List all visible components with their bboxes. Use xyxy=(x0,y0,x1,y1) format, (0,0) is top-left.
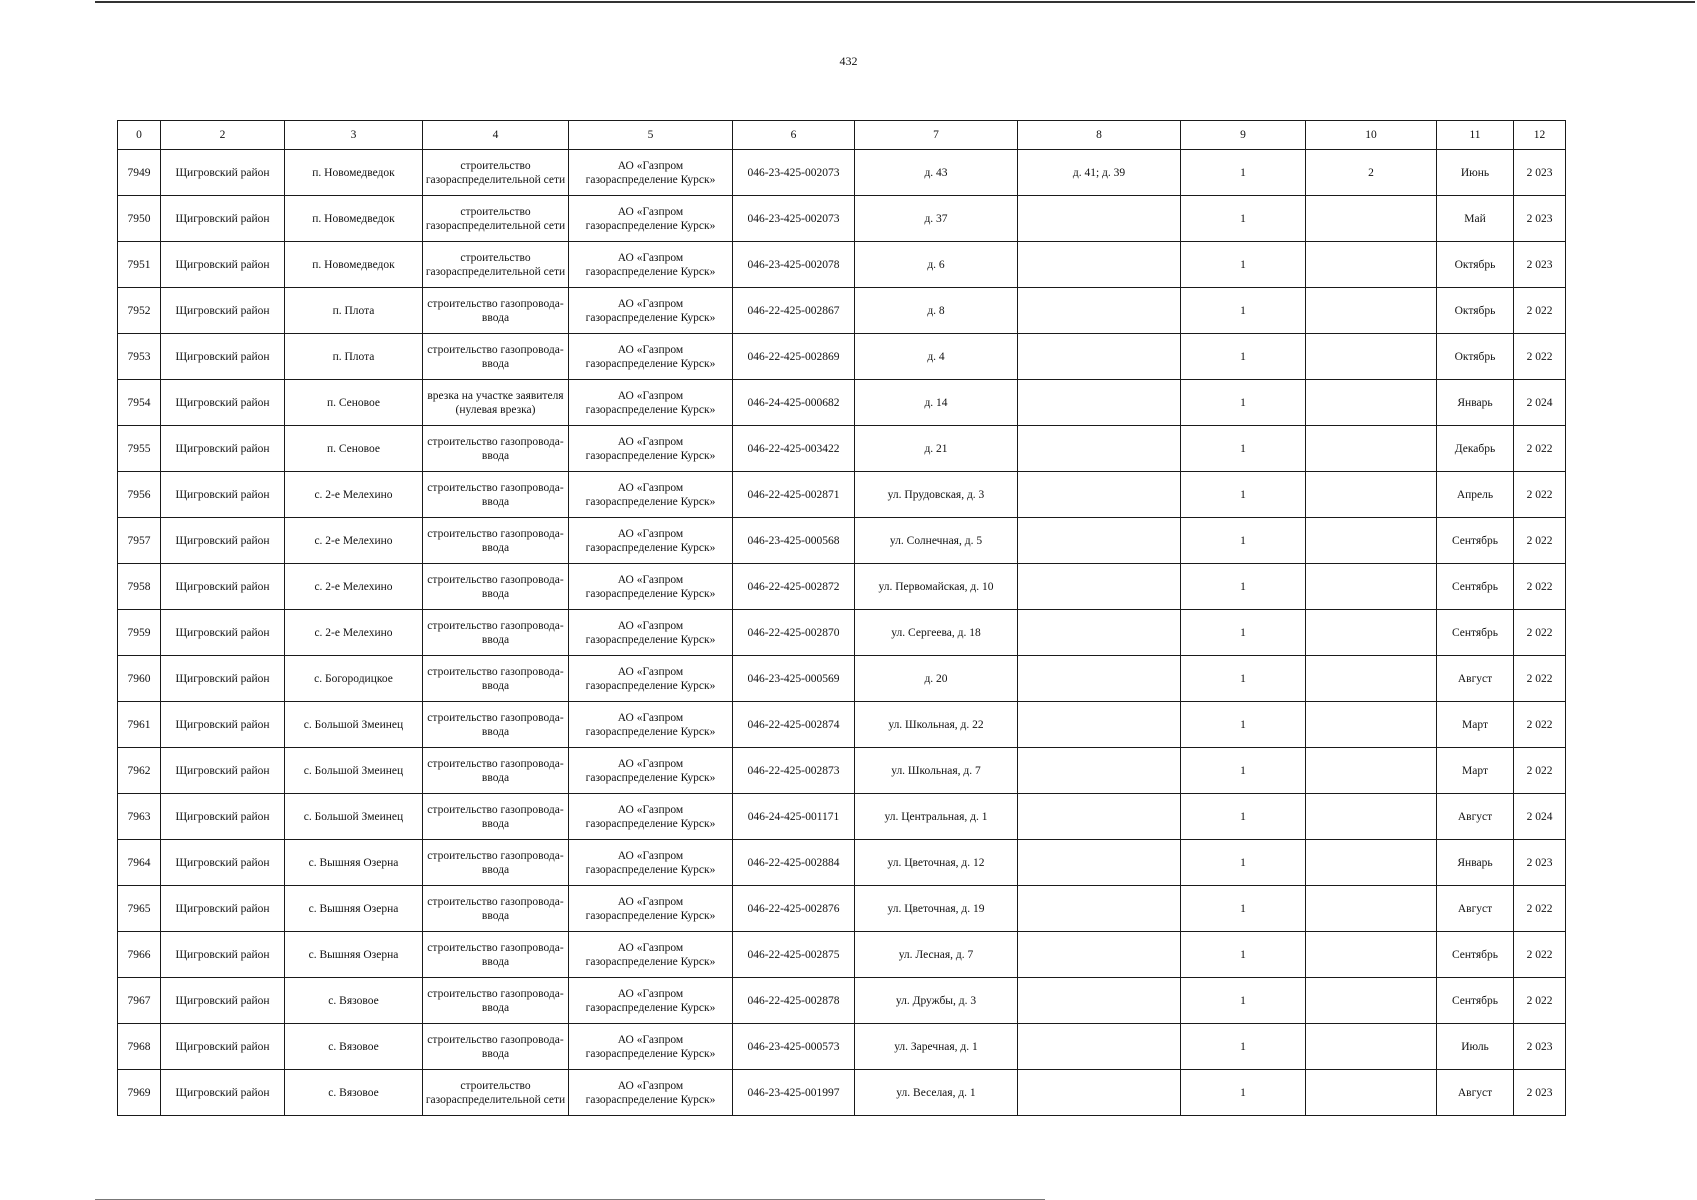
cell-district: Щигровский район xyxy=(161,564,285,610)
cell-settlement: с. Вышняя Озерна xyxy=(285,840,423,886)
cell-settlement: с. Большой Змеинец xyxy=(285,794,423,840)
cell-request-number: 046-23-425-002078 xyxy=(733,242,855,288)
cell-district: Щигровский район xyxy=(161,794,285,840)
cell-district: Щигровский район xyxy=(161,978,285,1024)
cell-month: Август xyxy=(1437,886,1514,932)
cell-month: Март xyxy=(1437,748,1514,794)
cell-work-type: строительство газопровода-ввода xyxy=(423,518,569,564)
column-header-2: 2 xyxy=(161,121,285,150)
cell-settlement: с. Вышняя Озерна xyxy=(285,886,423,932)
cell-year: 2 023 xyxy=(1514,840,1566,886)
cell-count-b xyxy=(1306,426,1437,472)
table-row xyxy=(118,794,1566,840)
cell-district: Щигровский район xyxy=(161,656,285,702)
cell-address: ул. Первомайская, д. 10 xyxy=(855,564,1018,610)
cell-request-number: 046-22-425-002871 xyxy=(733,472,855,518)
cell-work-type: строительство газопровода-ввода xyxy=(423,334,569,380)
cell-work-type: строительство газопровода-ввода xyxy=(423,840,569,886)
cell-request-number: 046-22-425-002873 xyxy=(733,748,855,794)
cell-request-number: 046-22-425-002878 xyxy=(733,978,855,1024)
cell-month: Сентябрь xyxy=(1437,978,1514,1024)
cell-count-a: 1 xyxy=(1181,932,1306,978)
cell-additional-address xyxy=(1018,288,1181,334)
cell-month: Сентябрь xyxy=(1437,610,1514,656)
column-header-4: 4 xyxy=(423,121,569,150)
cell-additional-address xyxy=(1018,702,1181,748)
table-header xyxy=(118,121,1566,150)
table-row xyxy=(118,656,1566,702)
cell-additional-address xyxy=(1018,748,1181,794)
cell-address: ул. Дружбы, д. 3 xyxy=(855,978,1018,1024)
cell-count-b xyxy=(1306,1024,1437,1070)
cell-settlement: с. Большой Змеинец xyxy=(285,702,423,748)
cell-count-a: 1 xyxy=(1181,518,1306,564)
cell-organization: АО «Газпром газораспределение Курск» xyxy=(569,196,733,242)
table-row xyxy=(118,426,1566,472)
cell-additional-address xyxy=(1018,472,1181,518)
cell-count-a: 1 xyxy=(1181,702,1306,748)
cell-count-a: 1 xyxy=(1181,840,1306,886)
cell-request-number: 046-22-425-002874 xyxy=(733,702,855,748)
cell-settlement: с. Большой Змеинец xyxy=(285,748,423,794)
cell-count-b xyxy=(1306,242,1437,288)
cell-request-number: 046-22-425-002875 xyxy=(733,932,855,978)
cell-organization: АО «Газпром газораспределение Курск» xyxy=(569,702,733,748)
cell-settlement: п. Плота xyxy=(285,334,423,380)
cell-row-number: 7966 xyxy=(118,932,161,978)
cell-work-type: строительство газопровода-ввода xyxy=(423,656,569,702)
cell-count-a: 1 xyxy=(1181,748,1306,794)
cell-settlement: п. Плота xyxy=(285,288,423,334)
cell-request-number: 046-22-425-002870 xyxy=(733,610,855,656)
cell-additional-address xyxy=(1018,840,1181,886)
table-row xyxy=(118,748,1566,794)
cell-count-a: 1 xyxy=(1181,242,1306,288)
cell-year: 2 022 xyxy=(1514,564,1566,610)
cell-district: Щигровский район xyxy=(161,334,285,380)
cell-work-type: строительство газопровода-ввода xyxy=(423,610,569,656)
cell-organization: АО «Газпром газораспределение Курск» xyxy=(569,380,733,426)
cell-settlement: п. Новомедведок xyxy=(285,196,423,242)
cell-settlement: п. Новомедведок xyxy=(285,150,423,196)
cell-request-number: 046-22-425-002876 xyxy=(733,886,855,932)
cell-work-type: строительство газопровода-ввода xyxy=(423,472,569,518)
cell-count-a: 1 xyxy=(1181,1070,1306,1116)
cell-address: ул. Школьная, д. 7 xyxy=(855,748,1018,794)
cell-additional-address xyxy=(1018,886,1181,932)
cell-address: д. 4 xyxy=(855,334,1018,380)
cell-request-number: 046-24-425-001171 xyxy=(733,794,855,840)
cell-district: Щигровский район xyxy=(161,886,285,932)
cell-address: д. 37 xyxy=(855,196,1018,242)
cell-request-number: 046-24-425-000682 xyxy=(733,380,855,426)
cell-count-b xyxy=(1306,472,1437,518)
cell-row-number: 7954 xyxy=(118,380,161,426)
cell-request-number: 046-23-425-000568 xyxy=(733,518,855,564)
cell-district: Щигровский район xyxy=(161,932,285,978)
table-row xyxy=(118,1024,1566,1070)
cell-count-a: 1 xyxy=(1181,334,1306,380)
cell-work-type: строительство газораспределительной сети xyxy=(423,1070,569,1116)
column-header-12: 12 xyxy=(1514,121,1566,150)
cell-count-b xyxy=(1306,196,1437,242)
cell-district: Щигровский район xyxy=(161,1024,285,1070)
table-body xyxy=(118,150,1566,1116)
cell-organization: АО «Газпром газораспределение Курск» xyxy=(569,1024,733,1070)
cell-settlement: с. 2-е Мелехино xyxy=(285,472,423,518)
cell-work-type: строительство газопровода-ввода xyxy=(423,932,569,978)
cell-year: 2 022 xyxy=(1514,518,1566,564)
cell-year: 2 022 xyxy=(1514,886,1566,932)
cell-settlement: с. Вышняя Озерна xyxy=(285,932,423,978)
table-row xyxy=(118,564,1566,610)
table-row xyxy=(118,518,1566,564)
cell-row-number: 7949 xyxy=(118,150,161,196)
cell-count-a: 1 xyxy=(1181,794,1306,840)
cell-count-b xyxy=(1306,380,1437,426)
cell-organization: АО «Газпром газораспределение Курск» xyxy=(569,610,733,656)
cell-address: д. 20 xyxy=(855,656,1018,702)
cell-month: Июнь xyxy=(1437,150,1514,196)
cell-address: д. 43 xyxy=(855,150,1018,196)
cell-organization: АО «Газпром газораспределение Курск» xyxy=(569,426,733,472)
cell-row-number: 7952 xyxy=(118,288,161,334)
cell-count-b xyxy=(1306,794,1437,840)
cell-work-type: строительство газопровода-ввода xyxy=(423,978,569,1024)
cell-row-number: 7964 xyxy=(118,840,161,886)
cell-settlement: с. Вязовое xyxy=(285,978,423,1024)
cell-year: 2 023 xyxy=(1514,150,1566,196)
cell-address: д. 6 xyxy=(855,242,1018,288)
cell-count-b xyxy=(1306,518,1437,564)
cell-year: 2 022 xyxy=(1514,932,1566,978)
table-row xyxy=(118,1070,1566,1116)
cell-row-number: 7950 xyxy=(118,196,161,242)
cell-address: ул. Центральная, д. 1 xyxy=(855,794,1018,840)
cell-month: Апрель xyxy=(1437,472,1514,518)
cell-row-number: 7965 xyxy=(118,886,161,932)
cell-organization: АО «Газпром газораспределение Курск» xyxy=(569,978,733,1024)
table-row xyxy=(118,150,1566,196)
cell-organization: АО «Газпром газораспределение Курск» xyxy=(569,472,733,518)
cell-month: Июль xyxy=(1437,1024,1514,1070)
cell-count-a: 1 xyxy=(1181,1024,1306,1070)
cell-month: Май xyxy=(1437,196,1514,242)
cell-month: Январь xyxy=(1437,840,1514,886)
cell-year: 2 022 xyxy=(1514,288,1566,334)
cell-organization: АО «Газпром газораспределение Курск» xyxy=(569,242,733,288)
cell-address: ул. Прудовская, д. 3 xyxy=(855,472,1018,518)
cell-month: Октябрь xyxy=(1437,242,1514,288)
cell-count-b: 2 xyxy=(1306,150,1437,196)
cell-settlement: п. Сеновое xyxy=(285,380,423,426)
cell-count-a: 1 xyxy=(1181,426,1306,472)
cell-additional-address: д. 41; д. 39 xyxy=(1018,150,1181,196)
cell-settlement: п. Новомедведок xyxy=(285,242,423,288)
table-row xyxy=(118,840,1566,886)
table-row xyxy=(118,472,1566,518)
cell-year: 2 022 xyxy=(1514,426,1566,472)
cell-year: 2 023 xyxy=(1514,242,1566,288)
cell-year: 2 022 xyxy=(1514,656,1566,702)
cell-request-number: 046-23-425-002073 xyxy=(733,196,855,242)
column-header-0: 0 xyxy=(118,121,161,150)
cell-row-number: 7961 xyxy=(118,702,161,748)
cell-address: ул. Веселая, д. 1 xyxy=(855,1070,1018,1116)
column-number-row xyxy=(118,121,1566,150)
table-row xyxy=(118,380,1566,426)
cell-settlement: с. Богородицкое xyxy=(285,656,423,702)
cell-work-type: врезка на участке заявителя (нулевая врезка) xyxy=(423,380,569,426)
cell-count-a: 1 xyxy=(1181,288,1306,334)
cell-month: Октябрь xyxy=(1437,334,1514,380)
cell-count-a: 1 xyxy=(1181,886,1306,932)
cell-request-number: 046-22-425-003422 xyxy=(733,426,855,472)
cell-month: Август xyxy=(1437,794,1514,840)
cell-count-b xyxy=(1306,610,1437,656)
cell-additional-address xyxy=(1018,564,1181,610)
cell-year: 2 022 xyxy=(1514,702,1566,748)
cell-organization: АО «Газпром газораспределение Курск» xyxy=(569,794,733,840)
cell-district: Щигровский район xyxy=(161,150,285,196)
cell-additional-address xyxy=(1018,334,1181,380)
cell-additional-address xyxy=(1018,380,1181,426)
cell-address: ул. Цветочная, д. 12 xyxy=(855,840,1018,886)
cell-request-number: 046-22-425-002867 xyxy=(733,288,855,334)
column-header-8: 8 xyxy=(1018,121,1181,150)
cell-work-type: строительство газопровода-ввода xyxy=(423,288,569,334)
cell-row-number: 7969 xyxy=(118,1070,161,1116)
cell-row-number: 7959 xyxy=(118,610,161,656)
cell-month: Март xyxy=(1437,702,1514,748)
cell-district: Щигровский район xyxy=(161,1070,285,1116)
cell-address: ул. Заречная, д. 1 xyxy=(855,1024,1018,1070)
cell-request-number: 046-23-425-000573 xyxy=(733,1024,855,1070)
cell-row-number: 7953 xyxy=(118,334,161,380)
cell-month: Август xyxy=(1437,1070,1514,1116)
cell-settlement: с. 2-е Мелехино xyxy=(285,610,423,656)
cell-district: Щигровский район xyxy=(161,472,285,518)
cell-count-a: 1 xyxy=(1181,472,1306,518)
cell-organization: АО «Газпром газораспределение Курск» xyxy=(569,656,733,702)
table-row xyxy=(118,288,1566,334)
cell-year: 2 022 xyxy=(1514,978,1566,1024)
cell-month: Сентябрь xyxy=(1437,932,1514,978)
cell-address: ул. Цветочная, д. 19 xyxy=(855,886,1018,932)
cell-count-b xyxy=(1306,288,1437,334)
cell-request-number: 046-23-425-000569 xyxy=(733,656,855,702)
cell-address: д. 21 xyxy=(855,426,1018,472)
cell-count-b xyxy=(1306,886,1437,932)
cell-settlement: с. 2-е Мелехино xyxy=(285,518,423,564)
cell-count-b xyxy=(1306,1070,1437,1116)
cell-month: Август xyxy=(1437,656,1514,702)
cell-count-b xyxy=(1306,932,1437,978)
cell-organization: АО «Газпром газораспределение Курск» xyxy=(569,334,733,380)
column-header-11: 11 xyxy=(1437,121,1514,150)
cell-row-number: 7963 xyxy=(118,794,161,840)
cell-month: Январь xyxy=(1437,380,1514,426)
cell-organization: АО «Газпром газораспределение Курск» xyxy=(569,564,733,610)
cell-row-number: 7968 xyxy=(118,1024,161,1070)
cell-count-a: 1 xyxy=(1181,978,1306,1024)
cell-count-b xyxy=(1306,334,1437,380)
cell-settlement: п. Сеновое xyxy=(285,426,423,472)
cell-organization: АО «Газпром газораспределение Курск» xyxy=(569,886,733,932)
cell-count-b xyxy=(1306,702,1437,748)
cell-work-type: строительство газопровода-ввода xyxy=(423,794,569,840)
table-row xyxy=(118,334,1566,380)
cell-year: 2 022 xyxy=(1514,472,1566,518)
cell-request-number: 046-23-425-002073 xyxy=(733,150,855,196)
cell-year: 2 022 xyxy=(1514,748,1566,794)
cell-count-a: 1 xyxy=(1181,196,1306,242)
table-row xyxy=(118,242,1566,288)
cell-request-number: 046-23-425-001997 xyxy=(733,1070,855,1116)
cell-organization: АО «Газпром газораспределение Курск» xyxy=(569,1070,733,1116)
cell-count-a: 1 xyxy=(1181,564,1306,610)
cell-additional-address xyxy=(1018,518,1181,564)
cell-row-number: 7958 xyxy=(118,564,161,610)
cell-count-a: 1 xyxy=(1181,656,1306,702)
cell-year: 2 023 xyxy=(1514,196,1566,242)
cell-district: Щигровский район xyxy=(161,196,285,242)
cell-count-b xyxy=(1306,840,1437,886)
cell-work-type: строительство газопровода-ввода xyxy=(423,702,569,748)
cell-request-number: 046-22-425-002872 xyxy=(733,564,855,610)
cell-district: Щигровский район xyxy=(161,518,285,564)
column-header-7: 7 xyxy=(855,121,1018,150)
cell-address: ул. Школьная, д. 22 xyxy=(855,702,1018,748)
column-header-6: 6 xyxy=(733,121,855,150)
cell-address: д. 8 xyxy=(855,288,1018,334)
cell-settlement: с. Вязовое xyxy=(285,1024,423,1070)
cell-additional-address xyxy=(1018,794,1181,840)
cell-row-number: 7956 xyxy=(118,472,161,518)
cell-request-number: 046-22-425-002869 xyxy=(733,334,855,380)
table-row xyxy=(118,702,1566,748)
cell-month: Сентябрь xyxy=(1437,564,1514,610)
cell-count-a: 1 xyxy=(1181,610,1306,656)
cell-organization: АО «Газпром газораспределение Курск» xyxy=(569,518,733,564)
cell-additional-address xyxy=(1018,656,1181,702)
cell-count-b xyxy=(1306,564,1437,610)
cell-organization: АО «Газпром газораспределение Курск» xyxy=(569,748,733,794)
cell-address: ул. Солнечная, д. 5 xyxy=(855,518,1018,564)
column-header-10: 10 xyxy=(1306,121,1437,150)
cell-year: 2 023 xyxy=(1514,1024,1566,1070)
registry-table xyxy=(117,120,1566,1116)
cell-additional-address xyxy=(1018,932,1181,978)
cell-district: Щигровский район xyxy=(161,840,285,886)
cell-address: ул. Лесная, д. 7 xyxy=(855,932,1018,978)
cell-count-b xyxy=(1306,748,1437,794)
cell-additional-address xyxy=(1018,242,1181,288)
cell-district: Щигровский район xyxy=(161,288,285,334)
cell-work-type: строительство газопровода-ввода xyxy=(423,886,569,932)
cell-month: Декабрь xyxy=(1437,426,1514,472)
cell-work-type: строительство газопровода-ввода xyxy=(423,1024,569,1070)
cell-work-type: строительство газораспределительной сети xyxy=(423,196,569,242)
cell-additional-address xyxy=(1018,1024,1181,1070)
cell-address: ул. Сергеева, д. 18 xyxy=(855,610,1018,656)
cell-organization: АО «Газпром газораспределение Курск» xyxy=(569,932,733,978)
page-number: 432 xyxy=(839,54,858,68)
cell-district: Щигровский район xyxy=(161,426,285,472)
top-border-line xyxy=(95,1,1695,3)
table-row xyxy=(118,196,1566,242)
table-row xyxy=(118,886,1566,932)
cell-year: 2 022 xyxy=(1514,610,1566,656)
cell-row-number: 7967 xyxy=(118,978,161,1024)
cell-additional-address xyxy=(1018,196,1181,242)
cell-district: Щигровский район xyxy=(161,748,285,794)
column-header-9: 9 xyxy=(1181,121,1306,150)
cell-year: 2 023 xyxy=(1514,1070,1566,1116)
cell-work-type: строительство газопровода-ввода xyxy=(423,748,569,794)
cell-settlement: с. 2-е Мелехино xyxy=(285,564,423,610)
cell-month: Сентябрь xyxy=(1437,518,1514,564)
table-row xyxy=(118,932,1566,978)
cell-count-b xyxy=(1306,978,1437,1024)
cell-district: Щигровский район xyxy=(161,702,285,748)
cell-row-number: 7951 xyxy=(118,242,161,288)
cell-row-number: 7960 xyxy=(118,656,161,702)
cell-year: 2 024 xyxy=(1514,794,1566,840)
cell-address: д. 14 xyxy=(855,380,1018,426)
cell-organization: АО «Газпром газораспределение Курск» xyxy=(569,150,733,196)
cell-year: 2 022 xyxy=(1514,334,1566,380)
cell-organization: АО «Газпром газораспределение Курск» xyxy=(569,840,733,886)
cell-count-b xyxy=(1306,656,1437,702)
cell-work-type: строительство газопровода-ввода xyxy=(423,426,569,472)
cell-row-number: 7957 xyxy=(118,518,161,564)
cell-organization: АО «Газпром газораспределение Курск» xyxy=(569,288,733,334)
cell-row-number: 7962 xyxy=(118,748,161,794)
cell-district: Щигровский район xyxy=(161,610,285,656)
column-header-5: 5 xyxy=(569,121,733,150)
cell-work-type: строительство газопровода-ввода xyxy=(423,564,569,610)
cell-request-number: 046-22-425-002884 xyxy=(733,840,855,886)
cell-additional-address xyxy=(1018,978,1181,1024)
cell-count-a: 1 xyxy=(1181,150,1306,196)
cell-row-number: 7955 xyxy=(118,426,161,472)
column-header-3: 3 xyxy=(285,121,423,150)
cell-count-a: 1 xyxy=(1181,380,1306,426)
cell-year: 2 024 xyxy=(1514,380,1566,426)
cell-work-type: строительство газораспределительной сети xyxy=(423,150,569,196)
cell-settlement: с. Вязовое xyxy=(285,1070,423,1116)
cell-additional-address xyxy=(1018,426,1181,472)
table-row xyxy=(118,978,1566,1024)
cell-district: Щигровский район xyxy=(161,380,285,426)
table-row xyxy=(118,610,1566,656)
cell-additional-address xyxy=(1018,610,1181,656)
cell-additional-address xyxy=(1018,1070,1181,1116)
cell-district: Щигровский район xyxy=(161,242,285,288)
cell-month: Октябрь xyxy=(1437,288,1514,334)
cell-work-type: строительство газораспределительной сети xyxy=(423,242,569,288)
